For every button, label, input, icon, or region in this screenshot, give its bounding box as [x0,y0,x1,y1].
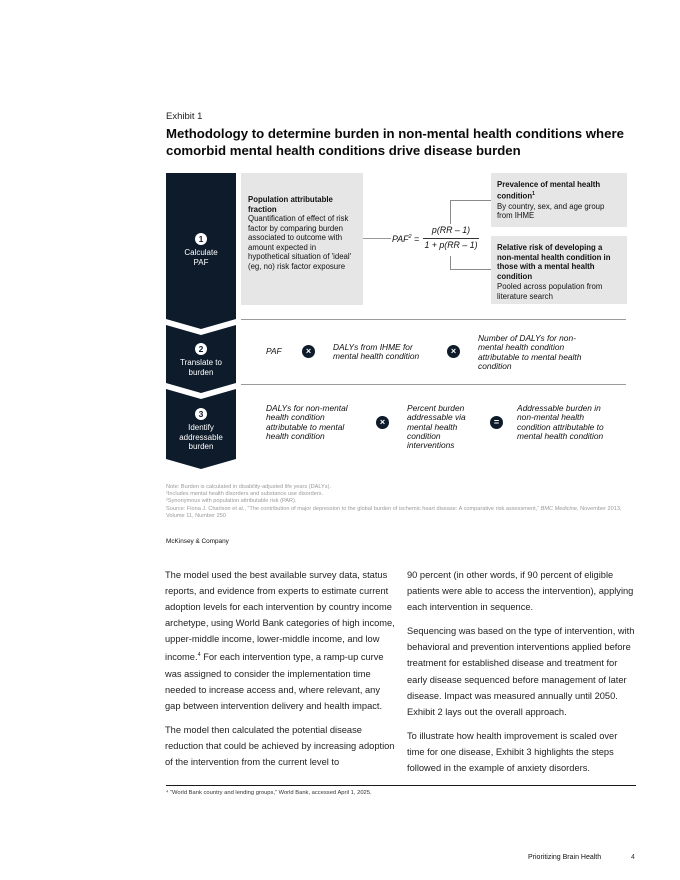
bracket-top-h [450,200,491,201]
exhibit-label: Exhibit 1 [166,111,203,122]
bracket-top-v [450,200,451,224]
connector-line [363,238,391,239]
body-paragraph: 90 percent (in other words, if 90 percent of eligible patients were able to access the intervention), applying each intervention in sequence. [407,570,634,613]
bracket-bottom-h [450,269,491,270]
step-2-number: 2 [195,343,207,355]
formula-lhs: PAF$^2$ = [392,233,420,244]
body-right-column [407,567,635,784]
fraction-bar [423,238,479,239]
prevalence-box [491,173,627,227]
step-1-label-2: PAF [193,257,209,267]
bracket-bottom-v [450,256,451,270]
row3-percent: Percent burden addressable via mental health condition interventions [407,403,466,451]
row2-dalys: DALYs from IHME for mental health condition [333,342,420,362]
formula-denominator: 1 + p(RR – 1) [424,240,478,250]
step-1 [166,233,236,267]
body-paragraph: Sequencing was based on the type of intervention, with behavioral and prevention interventions applied before treatment for established disease and treatment for early disease sequenced before management of later disease. Impact was measured annually until 2050. Exhibit 2 lays out the overall approach. [407,626,635,717]
paf-box-title: Population attributable fraction [248,195,333,214]
row-divider-1 [241,319,626,320]
page-footnote: ⁴ “World Bank country and lending groups,” World Bank, accessed April 1, 2025. [166,790,372,796]
multiply-icon: × [447,345,460,358]
step-3-label-3: burden [188,442,214,451]
note-line: Note: Burden is calculated in disability-adjusted life years (DALYs). [166,484,331,490]
relative-risk-title: Relative risk of developing a non-mental health condition in those with a mental health condition [497,243,611,281]
step-2-label-2: burden [188,367,214,377]
step-3-label-2: addressable [179,432,223,442]
page-number: 4 [631,854,635,861]
step-3-label-1: Identify [188,423,214,432]
footnote-divider [166,785,636,786]
row3-addressable: Addressable burden in non-mental health condition attributable to mental health condition [517,403,604,441]
body-left-column [165,567,398,778]
step-1-label-1: Calculate [184,248,218,257]
multiply-icon: × [302,345,315,358]
brand-name: McKinsey & Company [166,538,229,545]
body-paragraph: To illustrate how health improvement is scaled over time for one disease, Exhibit 3 highlights the steps followed in the example of anxiety disorders. [407,730,618,774]
footer-title: Prioritizing Brain Health [528,854,602,861]
relative-risk-body: Pooled across population from literature search [497,282,603,301]
step-3 [166,408,236,452]
source-line: Source: Fiona J. Charlson et al., “The contribution of major depression to the global burden of ischemic heart disease: A comparative risk assessment,” BMC Medicine, November 2013, Volume 11, Number 250 [166,505,622,519]
row2-number: Number of DALYs for non-mental health condition attributable to mental health condition [478,333,582,371]
multiply-icon: × [376,416,389,429]
formula-numerator: p(RR – 1) [431,225,471,235]
step-2-label-1: Translate to [180,358,222,367]
body-paragraph: The model then calculated the potential disease reduction that could be achieved by increasing adoption of the intervention from the current level to [165,724,395,768]
exhibit-notes [166,484,626,520]
body-paragraph: The model used the best available survey data, status reports, and evidence from experts to estimate current adoption levels for each intervention by country income archetype, using World Bank categories of high income, upper-middle income, lower-middle income, and low income.$^4$ For each intervention type, a ramp-up curve was assigned to consider the implementation time needed to increase access and, where relevant, any gap between intervention delivery and health impact. [165,570,395,711]
paf-box-body: Quantification of effect of risk factor by comparing burden associated to outcome with amount expected in hypothetical situation of 'ideal' (eg, no) risk factor exposure [248,214,352,271]
step-1-number: 1 [195,233,207,245]
equals-icon: = [490,416,503,429]
exhibit-title: Methodology to determine burden in non-mental health conditions where comorbid mental health conditions drive disease burden [166,126,624,158]
step-2 [166,343,236,377]
step-3-number: 3 [195,408,207,420]
row-divider-2 [241,384,626,385]
footnote-2: ²Synonymous with population attributable risk (PAR). [166,498,297,505]
row2-paf: PAF [266,346,282,356]
relative-risk-box [491,236,627,304]
footnote-1: ¹Includes mental health disorders and substance use disorders. [166,491,324,498]
prevalence-title: Prevalence of mental health condition$^1$ [497,180,601,201]
prevalence-body: By country, sex, and age group from IHME [497,201,605,221]
paf-definition-box [241,173,363,305]
row3-dalys: DALYs for non-mental health condition attributable to mental health condition [266,403,348,441]
